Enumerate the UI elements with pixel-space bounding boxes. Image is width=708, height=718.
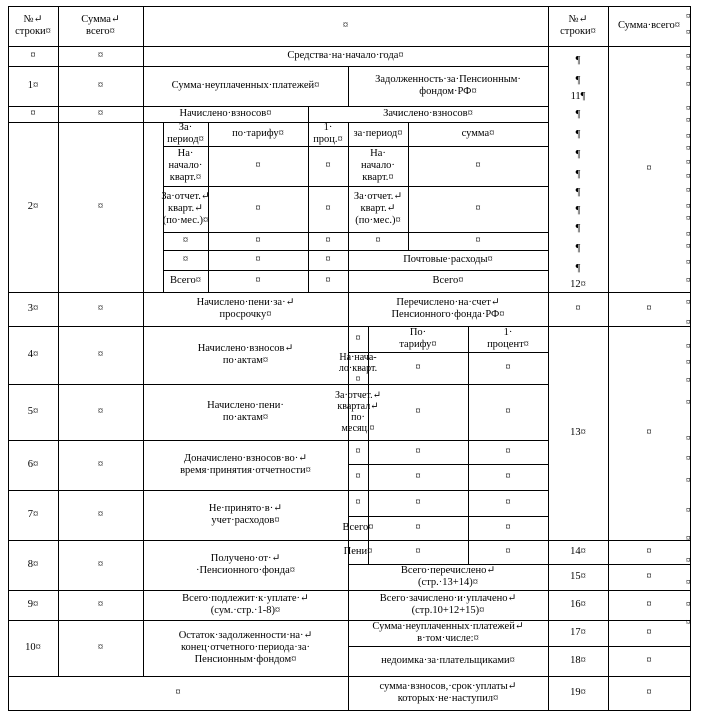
- cell-g-c3: ¤: [325, 235, 331, 246]
- row-end-mark: ¤: [686, 131, 691, 141]
- cell-r3-right: Зачислено·взносов¤: [383, 108, 473, 119]
- cell-r19-left: ¤: [175, 687, 181, 698]
- cell-t-d0: ¤: [355, 471, 361, 482]
- right-column-mark: ¶: [575, 75, 581, 86]
- cell-g-d45: Почтовые·расходы¤: [403, 254, 493, 265]
- row-end-mark: ¤: [686, 27, 691, 37]
- cell-r3-sum: ¤: [97, 108, 104, 119]
- cell-g-c4: ¤: [375, 235, 381, 246]
- cell-t-h2: 1· процент¤: [487, 327, 529, 350]
- cell-r18-sum: ¤: [646, 655, 652, 666]
- row-end-mark: ¤: [686, 577, 691, 587]
- row-end-mark: ¤: [686, 555, 691, 565]
- right-column-mark: ¶: [575, 55, 581, 66]
- cell-r5-left: Начислено·пени· по·актам¤: [207, 400, 284, 423]
- cell-t-g0: Пени¤: [343, 546, 373, 557]
- cell-r9-num: 9¤: [27, 599, 39, 610]
- cell-t-e1: ¤: [415, 497, 421, 508]
- cell-r1-sum: ¤: [97, 50, 104, 61]
- cell-g-b1: За·отчет.↵ кварт.↵ (по·мес.)¤: [161, 191, 210, 226]
- cell-t-f2: ¤: [505, 522, 511, 533]
- row-end-mark: ¤: [686, 79, 691, 89]
- cell-r10-num: 10¤: [25, 642, 41, 653]
- cell-r3-left: Начислено·взносов¤: [179, 108, 272, 119]
- cell-g-h5: сумма¤: [461, 128, 495, 139]
- cell-t-f1: ¤: [415, 522, 421, 533]
- cell-t-g2: ¤: [505, 546, 511, 557]
- cell-r6-num: 6¤: [27, 459, 39, 470]
- cell-r3b-right: Перечислено·на·счет↵ Пенсионного·фонда·РФ¤: [391, 297, 505, 320]
- row-end-mark: ¤: [686, 229, 691, 239]
- cell-g-b5: ¤: [475, 203, 481, 214]
- cell-r1-title: Средства·на·начало·года¤: [287, 50, 404, 61]
- row-end-mark: ¤: [686, 505, 691, 515]
- cell-g-a5: ¤: [475, 160, 481, 171]
- cell-r2-right: Задолженность·за·Пенсионным· фондом·РФ¤: [375, 74, 521, 97]
- cell-g-a4: На· начало· кварт.¤: [361, 148, 395, 183]
- row-end-mark: ¤: [686, 51, 691, 61]
- cell-g-e1: Всего¤: [170, 275, 201, 286]
- cell-t-h0: ¤: [355, 333, 361, 344]
- row-end-mark: ¤: [686, 397, 691, 407]
- cell-r14-sum: ¤: [646, 546, 652, 557]
- report-table: [8, 6, 690, 710]
- right-column-mark: ¶: [575, 243, 581, 254]
- cell-g-b3: ¤: [325, 203, 331, 214]
- cell-r8-sum: ¤: [97, 559, 104, 570]
- row-end-mark: ¤: [686, 257, 691, 267]
- row-end-mark: ¤: [686, 341, 691, 351]
- cell-g-b2: ¤: [255, 203, 261, 214]
- cell-r15-mid: Всего·перечислено↵ (стр.·13+14)¤: [400, 565, 496, 588]
- header-mid-blank: ¤: [342, 20, 349, 31]
- cell-r10-sum: ¤: [97, 642, 104, 653]
- row-end-mark: ¤: [686, 433, 691, 443]
- cell-right-sum-1-12: ¤: [646, 163, 652, 174]
- cell-g-h1: За· период¤: [167, 122, 204, 145]
- cell-r15-num: 15¤: [570, 571, 586, 582]
- cell-r17-num: 17¤: [570, 627, 586, 638]
- cell-r2-sum: ¤: [97, 80, 104, 91]
- cell-r2-num: 1¤: [27, 80, 39, 91]
- cell-g-c1: ¤: [182, 235, 189, 246]
- right-column-mark: ¶: [575, 263, 581, 274]
- cell-t-f0: Всего¤: [342, 522, 374, 533]
- row-end-mark: ¤: [686, 171, 691, 181]
- cell-r7-sum: ¤: [97, 509, 104, 520]
- cell-g-e45: Всего¤: [432, 275, 464, 286]
- header-row-num-right: №↵ строки¤: [560, 14, 596, 37]
- cell-r6-sum: ¤: [97, 459, 104, 470]
- row-end-mark: ¤: [686, 11, 691, 21]
- cell-r13-sum: ¤: [646, 427, 652, 438]
- cell-g-d1: ¤: [182, 254, 189, 265]
- cell-r9-right: Всего·зачислено·и·уплачено↵ (стр.10+12+15)¤: [379, 593, 517, 616]
- cell-g-b4: За·отчет.↵ кварт.↵ (по·мес.)¤: [353, 191, 403, 226]
- row-end-mark: ¤: [686, 617, 691, 627]
- row-end-mark: ¤: [686, 475, 691, 485]
- row-end-mark: ¤: [686, 241, 691, 251]
- cell-t-b2: ¤: [505, 406, 511, 417]
- cell-r4-sum: ¤: [97, 349, 104, 360]
- cell-r15-sum: ¤: [646, 571, 652, 582]
- cell-g-c5: ¤: [475, 235, 481, 246]
- cell-r1-num: ¤: [30, 50, 36, 61]
- cell-r45-left: Начислено·взносов↵ по·актам¤: [197, 343, 294, 366]
- row-end-mark: ¤: [686, 357, 691, 367]
- row-end-mark: ¤: [686, 599, 691, 609]
- row-end-mark: ¤: [686, 453, 691, 463]
- cell-r3b-num: 3¤: [27, 303, 39, 314]
- right-column-mark: ¶: [575, 149, 581, 160]
- row-end-mark: ¤: [686, 143, 691, 153]
- right-column-mark: ¶: [575, 205, 581, 216]
- row-end-mark: ¤: [686, 275, 691, 285]
- cell-t-e2: ¤: [505, 497, 511, 508]
- cell-r9-sum: ¤: [97, 599, 104, 610]
- cell-r5-num: 5¤: [27, 406, 39, 417]
- cell-r14-num: 14¤: [570, 546, 586, 557]
- cell-r3b-rnum: ¤: [575, 303, 581, 314]
- cell-r19-sum: ¤: [646, 687, 652, 698]
- cell-g-a1: На· начало· кварт.¤: [168, 148, 203, 183]
- cell-r2b-num: 2¤: [27, 201, 39, 212]
- cell-g-a3: ¤: [325, 160, 331, 171]
- right-column-mark: ¶: [575, 169, 581, 180]
- cell-r3-num: ¤: [30, 108, 36, 119]
- cell-g-h3: 1· проц.¤: [313, 122, 343, 145]
- cell-r3b-sum: ¤: [97, 303, 104, 314]
- right-column-mark: ¶: [575, 129, 581, 140]
- cell-t-a0: На·нача- ло·кварт.¤: [338, 351, 378, 385]
- right-column-mark: ¶: [575, 187, 581, 198]
- cell-t-c2: ¤: [505, 446, 511, 457]
- row-end-mark: ¤: [686, 297, 691, 307]
- header-sum-total: Сумма↵ всего¤: [81, 14, 120, 37]
- cell-r6-left: Доначислено·взносов·во·↵ время·принятия·отчетности¤: [180, 453, 311, 476]
- cell-r7-left: Не·принято·в·↵ учет·расходов¤: [208, 503, 283, 526]
- right-column-mark: 12¤: [570, 279, 586, 290]
- cell-r18-mid: недоимка·за·плательщиками¤: [381, 655, 515, 666]
- row-end-mark: ¤: [686, 63, 691, 73]
- row-end-mark: ¤: [686, 375, 691, 385]
- cell-g-d2: ¤: [255, 254, 261, 265]
- cell-r10-left: Остаток·задолженности·на·↵ конец·отчетного·периода·за· Пенсионным·фондом¤: [178, 630, 313, 665]
- cell-t-b1: ¤: [415, 406, 421, 417]
- header-row-num: №↵ строки¤: [15, 14, 51, 37]
- cell-r17-mid: Сумма·неуплаченных·платежей↵ в·том·числе:¤: [372, 621, 524, 644]
- row-end-mark: ¤: [686, 185, 691, 195]
- cell-r2-left: Сумма·неуплаченных·платежей¤: [171, 80, 320, 91]
- cell-r17-sum: ¤: [646, 627, 652, 638]
- cell-g-h4: за·период¤: [353, 128, 403, 139]
- cell-t-d2: ¤: [505, 471, 511, 482]
- cell-r16-sum: ¤: [646, 599, 652, 610]
- row-end-mark: ¤: [686, 201, 691, 211]
- row-end-mark: ¤: [686, 157, 691, 167]
- cell-r8-num: 8¤: [27, 559, 39, 570]
- cell-r7-num: 7¤: [27, 509, 39, 520]
- cell-r3b-left: Начислено·пени·за·↵ просрочку¤: [196, 297, 295, 320]
- cell-g-d3: ¤: [325, 254, 331, 265]
- cell-g-c2: ¤: [255, 235, 261, 246]
- right-column-mark: ¶: [575, 109, 581, 120]
- cell-r18-num: 18¤: [570, 655, 586, 666]
- header-sum-total-right: Сумма·всего¤: [617, 20, 681, 31]
- cell-g-e2: ¤: [255, 275, 261, 286]
- cell-g-a2: ¤: [255, 160, 261, 171]
- row-end-mark: ¤: [686, 317, 691, 327]
- cell-r13-num: 13¤: [570, 427, 586, 438]
- cell-t-c1: ¤: [415, 446, 421, 457]
- cell-t-a2: ¤: [505, 362, 511, 373]
- cell-g-e3: ¤: [325, 275, 331, 286]
- cell-t-h1: По· тарифу¤: [399, 327, 437, 350]
- cell-t-d1: ¤: [415, 471, 421, 482]
- cell-r9-left: Всего·подлежит·к·уплате·↵ (сум.·стр.·1-8)¤: [182, 593, 309, 616]
- cell-t-b0: За·отчет.↵ квартал↵ по· месяц.¤: [335, 390, 381, 434]
- cell-r5-sum: ¤: [97, 406, 104, 417]
- cell-g-h2: по·тарифу¤: [232, 128, 284, 139]
- cell-r19-num: 19¤: [570, 687, 586, 698]
- right-column-mark: ¶: [575, 223, 581, 234]
- cell-r4-num: 4¤: [27, 349, 39, 360]
- row-end-mark: ¤: [686, 533, 691, 543]
- right-column-mark: 11¶: [570, 91, 586, 102]
- cell-t-c0: ¤: [355, 446, 361, 457]
- row-end-mark: ¤: [686, 115, 691, 125]
- row-end-mark: ¤: [686, 213, 691, 223]
- cell-r16-num: 16¤: [570, 599, 586, 610]
- cell-r19-mid: сумма·взносов,·срок·уплаты↵ которых·не·наступил¤: [379, 681, 517, 704]
- cell-r8-left: Получено·от·↵ ·Пенсионного·фонда¤: [195, 553, 296, 576]
- cell-t-g1: ¤: [415, 546, 421, 557]
- row-end-mark: ¤: [686, 103, 691, 113]
- cell-t-e0: ¤: [355, 497, 361, 508]
- cell-t-a1: ¤: [415, 362, 421, 373]
- cell-r2b-sum: ¤: [97, 201, 104, 212]
- cell-r3b-rsum: ¤: [646, 303, 652, 314]
